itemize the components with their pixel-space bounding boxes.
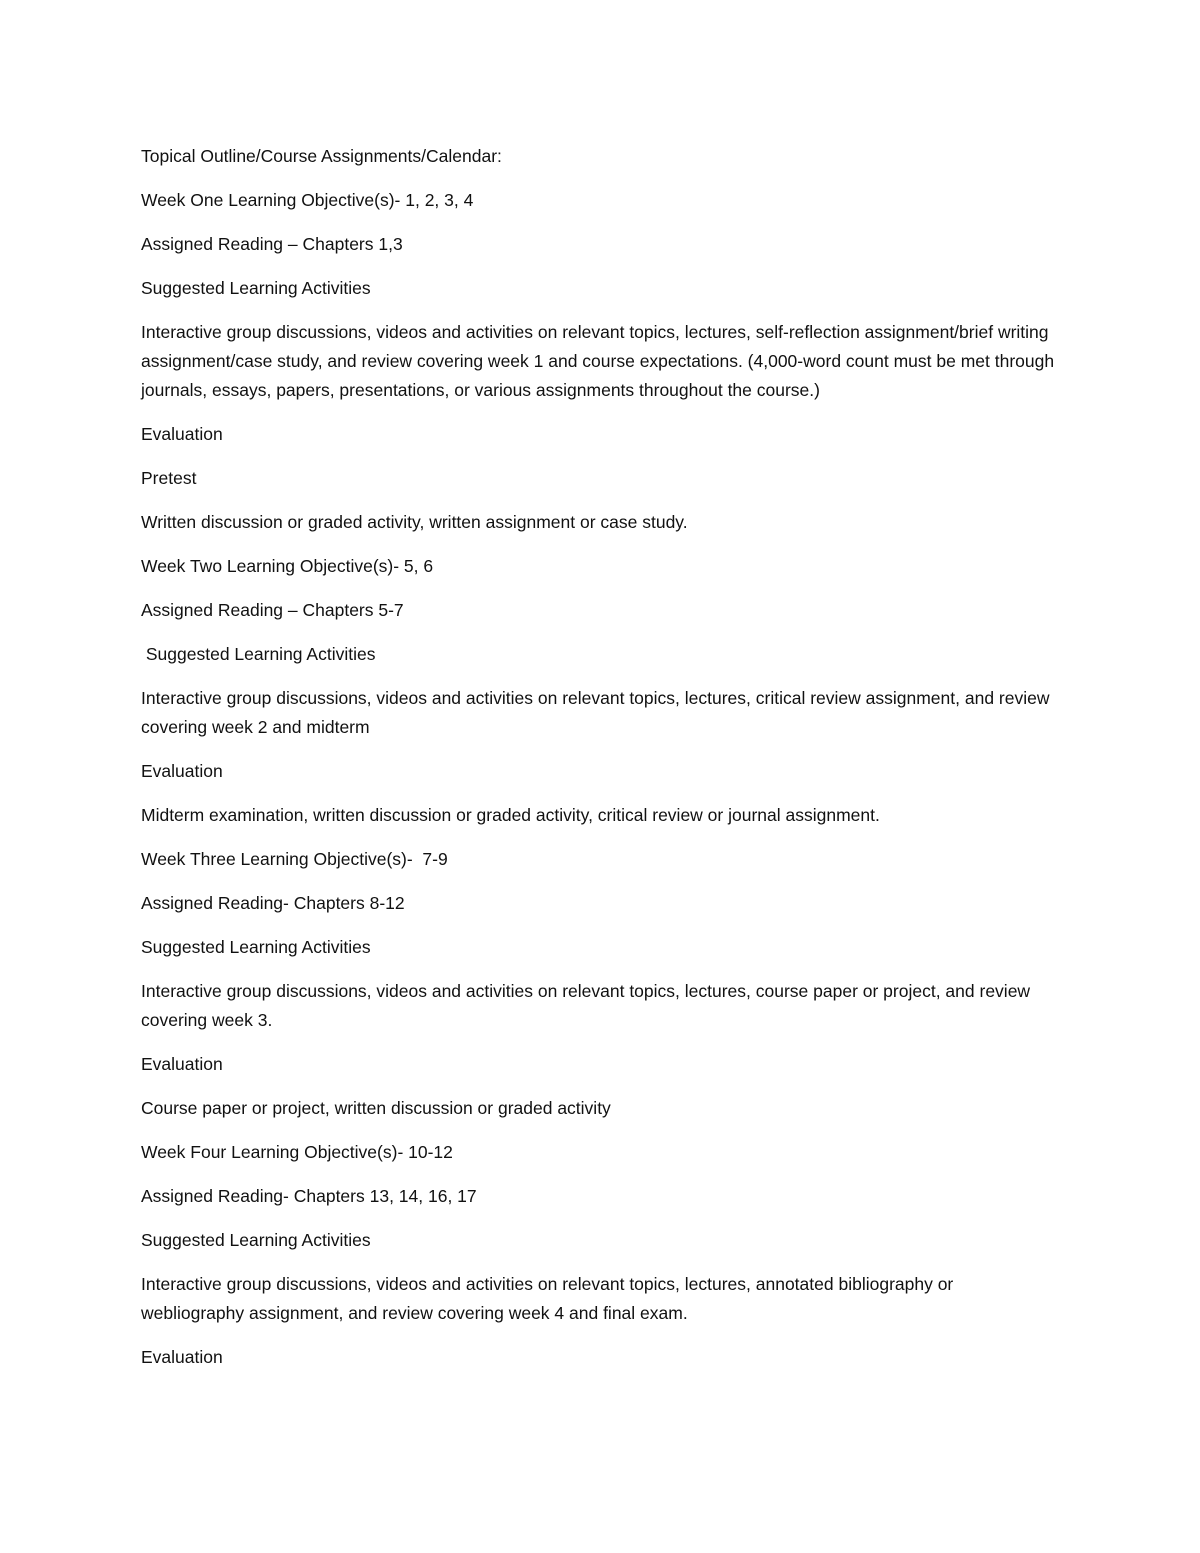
week-one-objectives: Week One Learning Objective(s)- 1, 2, 3, 4 [141, 190, 474, 210]
week-four-activities-heading: Suggested Learning Activities [141, 1230, 371, 1250]
week-four-evaluation-heading: Evaluation [141, 1347, 223, 1367]
week-two-evaluation-heading: Evaluation [141, 761, 223, 781]
week-four-objectives: Week Four Learning Objective(s)- 10-12 [141, 1142, 453, 1162]
week-four-activities-text: Interactive group discussions, videos and activities on relevant topics, lectures, annotated bibliography or webliography assignment, and review covering week 4 and final exam. [141, 1274, 959, 1323]
week-three-objectives: Week Three Learning Objective(s)- 7-9 [141, 849, 448, 869]
section-heading: Topical Outline/Course Assignments/Calendar: [141, 146, 502, 166]
week-three-evaluation-heading: Evaluation [141, 1054, 223, 1074]
week-three-activities-text: Interactive group discussions, videos and activities on relevant topics, lectures, course paper or project, and review covering week 3. [141, 981, 1035, 1030]
week-three-evaluation-text: Course paper or project, written discussion or graded activity [141, 1098, 611, 1118]
document-body [141, 142, 1059, 1387]
week-two-activities-heading: Suggested Learning Activities [141, 644, 376, 664]
week-four-reading: Assigned Reading- Chapters 13, 14, 16, 17 [141, 1186, 477, 1206]
week-three-activities-heading: Suggested Learning Activities [141, 937, 371, 957]
week-one-evaluation-heading: Evaluation [141, 424, 223, 444]
week-one-reading: Assigned Reading – Chapters 1,3 [141, 234, 403, 254]
week-two-evaluation-text: Midterm examination, written discussion or graded activity, critical review or journal assignment. [141, 805, 880, 825]
week-two-activities-text: Interactive group discussions, videos and activities on relevant topics, lectures, critical review assignment, and review covering week 2 and midterm [141, 688, 1055, 737]
week-two-objectives: Week Two Learning Objective(s)- 5, 6 [141, 556, 434, 576]
week-two-reading: Assigned Reading – Chapters 5-7 [141, 600, 404, 620]
week-one-activities-text: Interactive group discussions, videos and activities on relevant topics, lectures, self-reflection assignment/brief writing assignment/case study, and review covering week 1 and course expectations. (4,000-word count must be met through journals, essays, papers, presentations, or various assignments throughout the course.) [141, 322, 1059, 400]
week-one-evaluation-text: Written discussion or graded activity, written assignment or case study. [141, 512, 688, 532]
week-one-pretest: Pretest [141, 468, 197, 488]
week-one-activities-heading: Suggested Learning Activities [141, 278, 371, 298]
week-three-reading: Assigned Reading- Chapters 8-12 [141, 893, 405, 913]
